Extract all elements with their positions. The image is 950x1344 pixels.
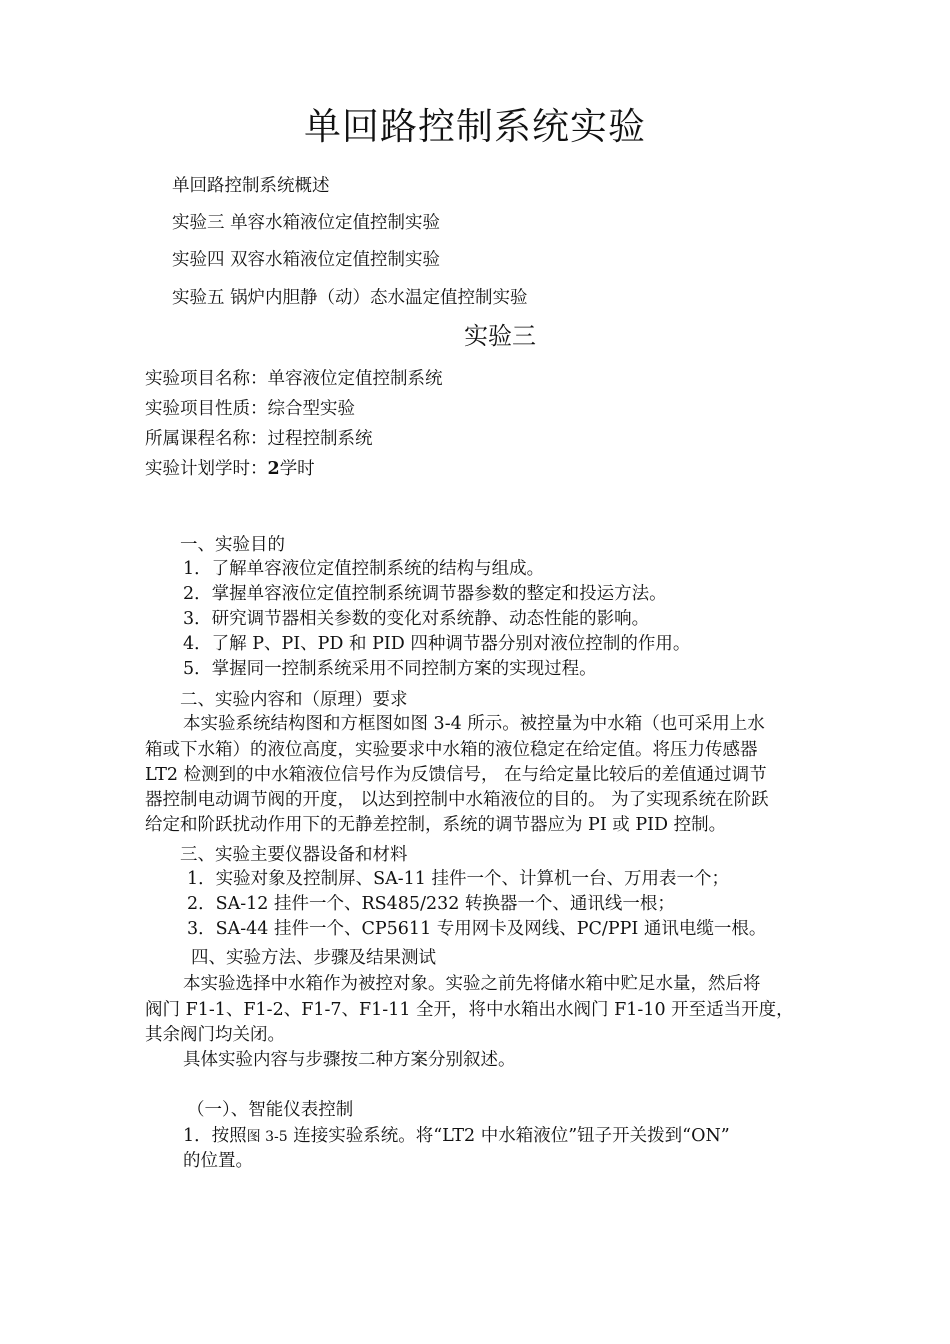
- content-line: 本实验系统结构图和方框图如图 3-4 所示。被控量为中水箱（也可采用上水: [183, 714, 765, 734]
- page-title: 单回路控制系统实验: [304, 105, 646, 148]
- scheme1-step1-start: 1．按照: [183, 1126, 247, 1146]
- meta-hours-label: 实验计划学时：: [145, 459, 268, 479]
- meta-course-name: 所属课程名称：过程控制系统: [145, 429, 373, 449]
- figure-reference: 图 3-5: [246, 1129, 288, 1145]
- scheme1-step1-cont: 的位置。: [183, 1151, 253, 1171]
- content-line: 器控制电动调节阀的开度， 以达到控制中水箱液位的目的。 为了实现系统在阶跃: [145, 790, 769, 810]
- method-line: 阀门 F1-1、F1-2、F1-7、F1-11 全开，将中水箱出水阀门 F1-10 开至适当开度，: [145, 1000, 794, 1020]
- content-heading: 二、实验内容和（原理）要求: [180, 690, 408, 710]
- content-line: 箱或下水箱）的液位高度，实验要求中水箱的液位稳定在给定值。将压力传感器: [145, 740, 758, 760]
- purpose-heading: 一、实验目的: [180, 535, 285, 555]
- section-title: 实验三: [464, 322, 536, 350]
- toc-item-exp4: 实验四 双容水箱液位定值控制实验: [172, 250, 441, 270]
- scheme1-step1: [183, 1122, 730, 1147]
- purpose-item: 5．掌握同一控制系统采用不同控制方案的实现过程。: [183, 659, 597, 679]
- meta-hours: [145, 455, 315, 480]
- toc-item-overview: 单回路控制系统概述: [172, 176, 330, 196]
- purpose-item: 2．掌握单容液位定值控制系统调节器参数的整定和投运方法。: [183, 584, 667, 604]
- purpose-item: 1．了解单容液位定值控制系统的结构与组成。: [183, 559, 545, 579]
- meta-hours-unit: 学时: [279, 459, 315, 479]
- purpose-item: 4．了解 P、PI、PD 和 PID 四种调节器分别对液位控制的作用。: [183, 634, 691, 654]
- equipment-item: 1．实验对象及控制屏、SA-11 挂件一个、计算机一台、万用表一个；: [187, 869, 730, 889]
- equipment-heading: 三、实验主要仪器设备和材料: [180, 845, 408, 865]
- scheme1-step1-rest: 连接实验系统。将“LT2 中水箱液位”钮子开关拨到“ON”: [287, 1126, 730, 1146]
- toc-item-exp3: 实验三 单容水箱液位定值控制实验: [172, 213, 441, 233]
- purpose-item: 3．研究调节器相关参数的变化对系统静、动态性能的影响。: [183, 609, 650, 629]
- scheme1-heading: （一）、智能仪表控制: [187, 1100, 354, 1120]
- meta-hours-value: 2: [267, 459, 280, 479]
- content-line: LT2 检测到的中水箱液位信号作为反馈信号， 在与给定量比较后的差值通过调节: [145, 765, 767, 785]
- method-line: 本实验选择中水箱作为被控对象。实验之前先将储水箱中贮足水量，然后将: [183, 974, 761, 994]
- method-heading: 四、实验方法、步骤及结果测试: [191, 948, 436, 968]
- meta-project-nature: 实验项目性质：综合型实验: [145, 399, 355, 419]
- toc-item-exp5: 实验五 锅炉内胆静（动）态水温定值控制实验: [172, 288, 528, 308]
- equipment-item: 3．SA-44 挂件一个、CP5611 专用网卡及网线、PC/PPI 通讯电缆一根。: [187, 919, 767, 939]
- meta-project-name: 实验项目名称：单容液位定值控制系统: [145, 369, 443, 389]
- content-line: 给定和阶跃扰动作用下的无静差控制，系统的调节器应为 PI 或 PID 控制。: [145, 815, 727, 835]
- equipment-item: 2．SA-12 挂件一个、RS485/232 转换器一个、通讯线一根；: [187, 894, 675, 914]
- method-paragraph: 具体实验内容与步骤按二种方案分别叙述。: [183, 1050, 516, 1070]
- method-line: 其余阀门均关闭。: [145, 1025, 285, 1045]
